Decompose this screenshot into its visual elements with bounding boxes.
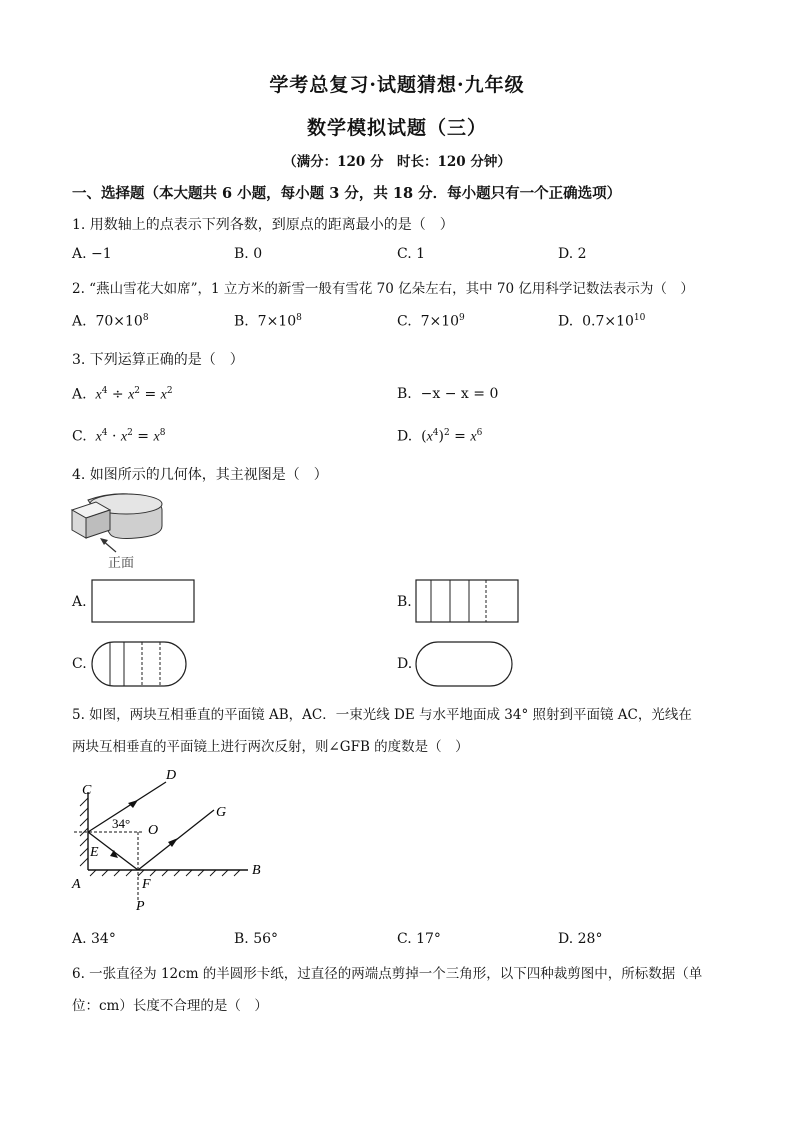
- q2-option-a: A. $70\times 10^8$: [72, 313, 149, 330]
- question-3-stem: 3. 下列运算正确的是（ ）: [72, 352, 244, 368]
- q3-option-c: C. $x^4 \cdot x^2 = x^8$: [72, 428, 166, 445]
- question-6-stem-line1: 6. 一张直径为 12cm 的半圆形卡纸，过直径的两端点剪掉一个三角形，以下四种裁剪图中，所标数据（单: [72, 966, 703, 982]
- q5-option-a: A. 34°: [72, 931, 116, 947]
- question-2-stem: 2. “燕山雪花大如席”，1 立方米的新雪一般有雪花 70 亿朵左右，其中 70 亿用科学记数法表示为（ ）: [72, 281, 694, 297]
- q2-option-d: D. $0.7\times 10^{10}$: [558, 313, 646, 330]
- q3-option-b: B. −x − x = 0: [397, 386, 499, 402]
- label-o: O: [148, 823, 159, 838]
- label-g: G: [216, 805, 227, 820]
- q4-option-a-figure: [90, 578, 196, 624]
- section-heading: 一、选择题（本大题共 6 小题，每小题 3 分，共 18 分．每小题只有一个正确选项）: [72, 185, 622, 202]
- q4-option-d-label: D.: [397, 656, 413, 672]
- q1-option-c: C. 1: [397, 246, 426, 262]
- q5-option-c: C. 17°: [397, 931, 441, 947]
- front-view-label: 正面: [108, 556, 135, 571]
- label-e: E: [90, 845, 99, 860]
- q1-option-d: D. 2: [558, 246, 587, 262]
- label-angle: 34°: [112, 816, 131, 831]
- exam-subtitle: （满分：120 分 时长：120 分钟）: [283, 154, 511, 170]
- q4-option-c-figure: [90, 640, 190, 688]
- exam-series-title: 学考总复习·试题猜想·九年级: [269, 74, 525, 96]
- exam-title: 数学模拟试题（三）: [306, 117, 487, 139]
- question-1-stem: 1. 用数轴上的点表示下列各数，到原点的距离最小的是（ ）: [72, 217, 454, 233]
- q4-option-a-label: A.: [72, 594, 87, 610]
- q4-option-c-label: C.: [72, 656, 87, 672]
- q4-option-b-figure: [414, 578, 520, 624]
- question-5-stem-line2: 两块互相垂直的平面镜上进行两次反射，则∠GFB 的度数是（ ）: [72, 739, 469, 755]
- q1-option-a: A. −1: [72, 246, 112, 262]
- label-d: D: [166, 768, 177, 783]
- label-b: B: [252, 863, 261, 878]
- q3-option-d: D. $(x^4)^2 = x^6$: [397, 428, 483, 445]
- q2-option-b: B. $7\times 10^8$: [234, 313, 302, 330]
- question-6-stem-line2: 位：cm）长度不合理的是（ ）: [72, 998, 268, 1014]
- label-a: A: [72, 877, 81, 892]
- label-c: C: [82, 783, 92, 798]
- label-f: F: [142, 877, 151, 892]
- q5-option-d: D. 28°: [558, 931, 603, 947]
- q2-option-c: C. $7\times 10^9$: [397, 313, 465, 330]
- question-5-stem-line1: 5. 如图，两块互相垂直的平面镜 AB，AC．一束光线 DE 与水平地面成 34° 照射到平面镜 AC，光线在: [72, 707, 692, 723]
- mirror-figure: [66, 762, 276, 912]
- question-4-stem: 4. 如图所示的几何体，其主视图是（ ）: [72, 467, 328, 483]
- q5-option-b: B. 56°: [234, 931, 279, 947]
- q1-option-b: B. 0: [234, 246, 263, 262]
- label-p: P: [136, 899, 145, 912]
- q4-option-d-figure: [414, 640, 514, 688]
- q4-option-b-label: B.: [397, 594, 412, 610]
- q3-option-a: A. $x^4 \div x^2 = x^2$: [72, 386, 173, 403]
